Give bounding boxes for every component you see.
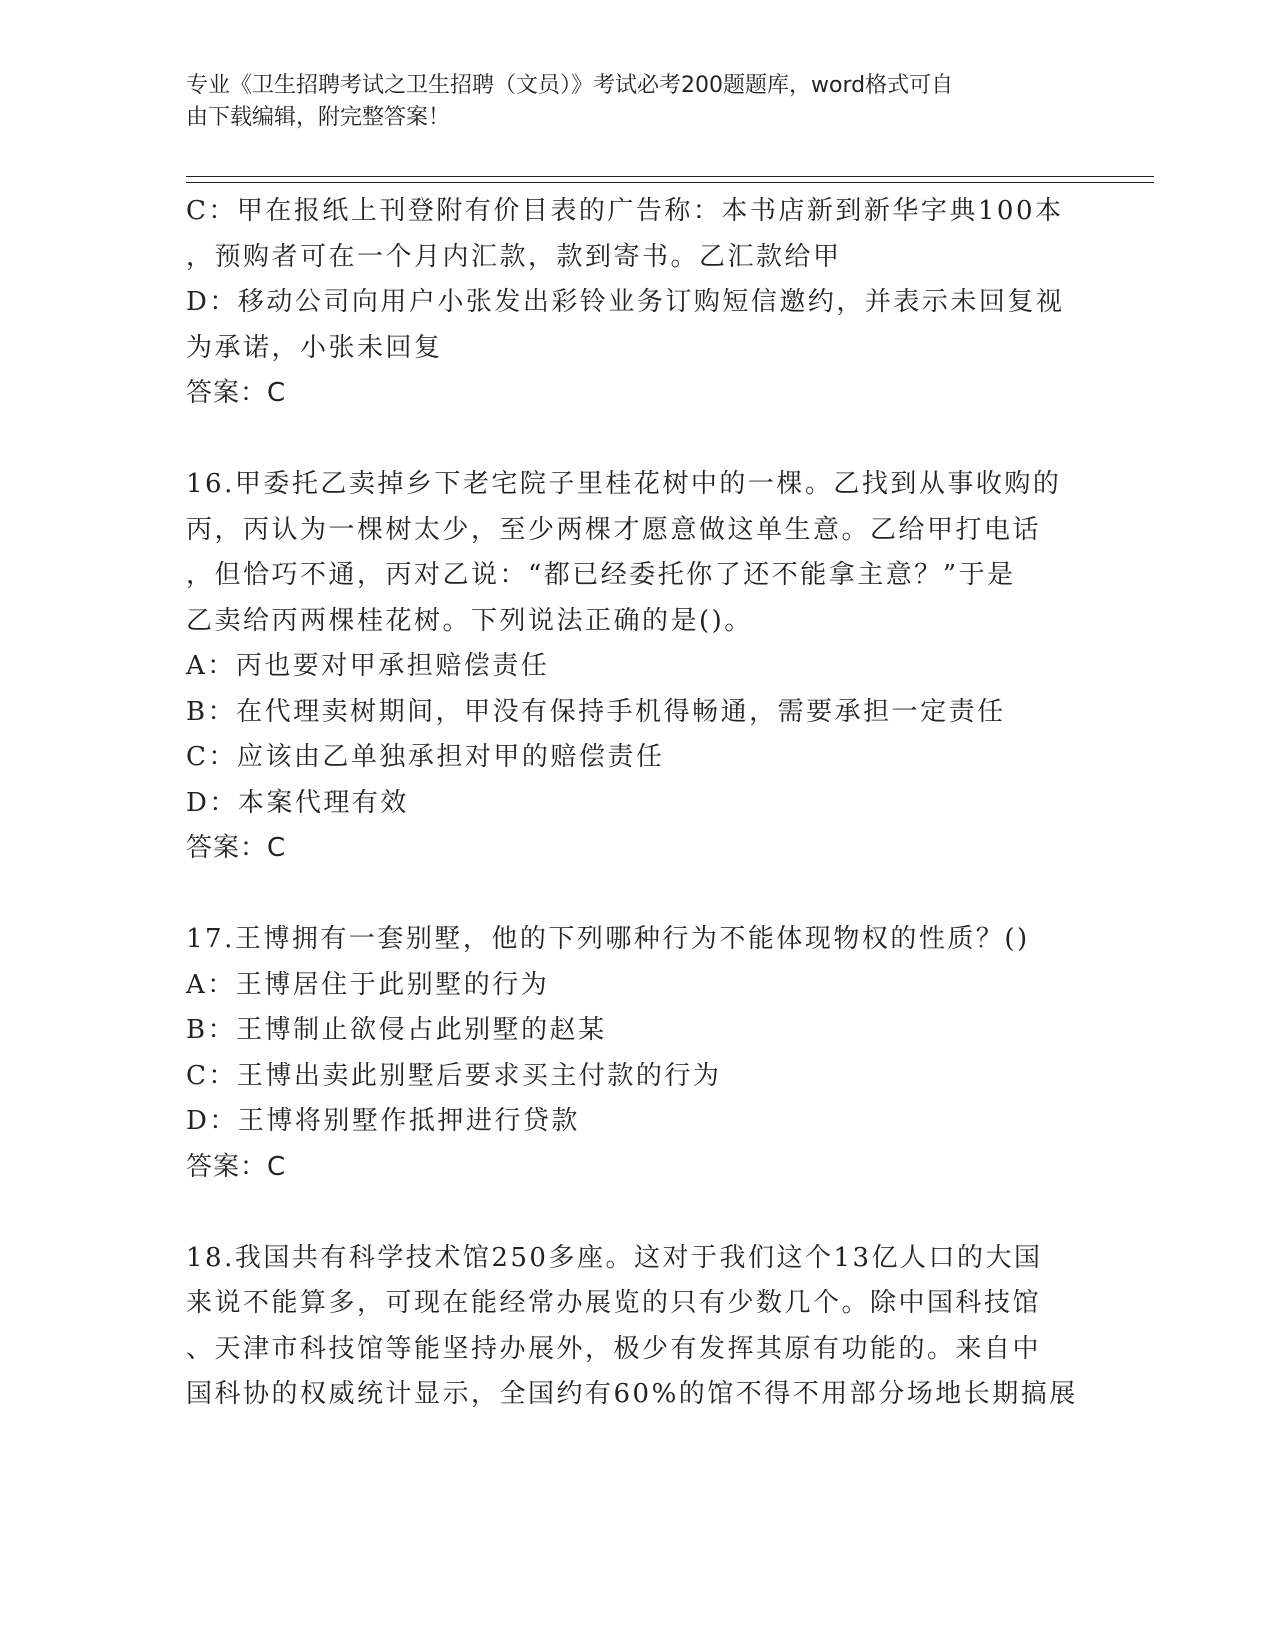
option-d-line-1: D：移动公司向用户小张发出彩铃业务订购短信邀约，并表示未回复视 — [186, 287, 1065, 317]
header-line-2: 由下载编辑，附完整答案！ — [186, 105, 451, 130]
answer: 答案：C — [186, 833, 287, 863]
document-body — [186, 189, 1086, 1418]
option-d: D：本案代理有效 — [186, 787, 409, 818]
header-divider-bottom — [186, 182, 1154, 183]
question-stem-line-3: 、天津市科技馆等能坚持办展外，极少有发挥其原有功能的。来自中 — [186, 1333, 1042, 1364]
header-line-1: 专业《卫生招聘考试之卫生招聘（文员）》考试必考200题题库，word格式可自 — [186, 73, 954, 98]
spacer — [186, 417, 1086, 463]
answer: 答案：C — [186, 1151, 287, 1182]
question-stem-line-4: 国科协的权威统计显示，全国约有60%的馆不得不用部分场地长期搞展 — [186, 1379, 1078, 1409]
header-divider-top — [186, 176, 1154, 177]
spacer — [186, 1190, 1086, 1236]
option-b: B：王博制止欲侵占此别墅的赵某 — [186, 1015, 607, 1045]
option-c-line-1: C：甲在报纸上刊登附有价目表的广告称：本书店新到新华字典100本 — [186, 196, 1064, 226]
option-a: A：丙也要对甲承担赔偿责任 — [186, 651, 550, 681]
question-stem-line-1: 18.我国共有科学技术馆250多座。这对于我们这个13亿人口的大国 — [186, 1242, 1043, 1273]
spacer — [186, 872, 1086, 918]
question-16 — [186, 462, 1086, 872]
question-stem-line-2: 丙，丙认为一棵树太少，至少两棵才愿意做这单生意。乙给甲打电话 — [186, 514, 1042, 545]
question-stem-line-4: 乙卖给丙两棵桂花树。下列说法正确的是()。 — [186, 605, 753, 636]
option-b: B：在代理卖树期间，甲没有保持手机得畅通，需要承担一定责任 — [186, 696, 1006, 727]
question-18 — [186, 1236, 1086, 1418]
option-d: D：王博将别墅作抵押进行贷款 — [186, 1106, 580, 1136]
option-a: A：王博居住于此别墅的行为 — [186, 969, 550, 1000]
question-stem-line-1: 17.王博拥有一套别墅，他的下列哪种行为不能体现物权的性质？() — [186, 924, 1030, 954]
option-c: C：应该由乙单独承担对甲的赔偿责任 — [186, 742, 665, 772]
option-c: C：王博出卖此别墅后要求买主付款的行为 — [186, 1060, 722, 1091]
option-d-line-2: 为承诺，小张未回复 — [186, 332, 443, 363]
question-stem-line-3: ，但恰巧不通，丙对乙说：“都已经委托你了还不能拿主意？”于是 — [186, 560, 1016, 590]
option-c-line-2: ，预购者可在一个月内汇款，款到寄书。乙汇款给甲 — [186, 241, 842, 272]
answer: 答案：C — [186, 378, 287, 408]
question-stem-line-1: 16.甲委托乙卖掉乡下老宅院子里桂花树中的一棵。乙找到从事收购的 — [186, 469, 1062, 499]
question-15-continued — [186, 189, 1086, 417]
question-17 — [186, 917, 1086, 1190]
question-stem-line-2: 来说不能算多，可现在能经常办展览的只有少数几个。除中国科技馆 — [186, 1288, 1042, 1318]
document-header — [186, 70, 1066, 134]
